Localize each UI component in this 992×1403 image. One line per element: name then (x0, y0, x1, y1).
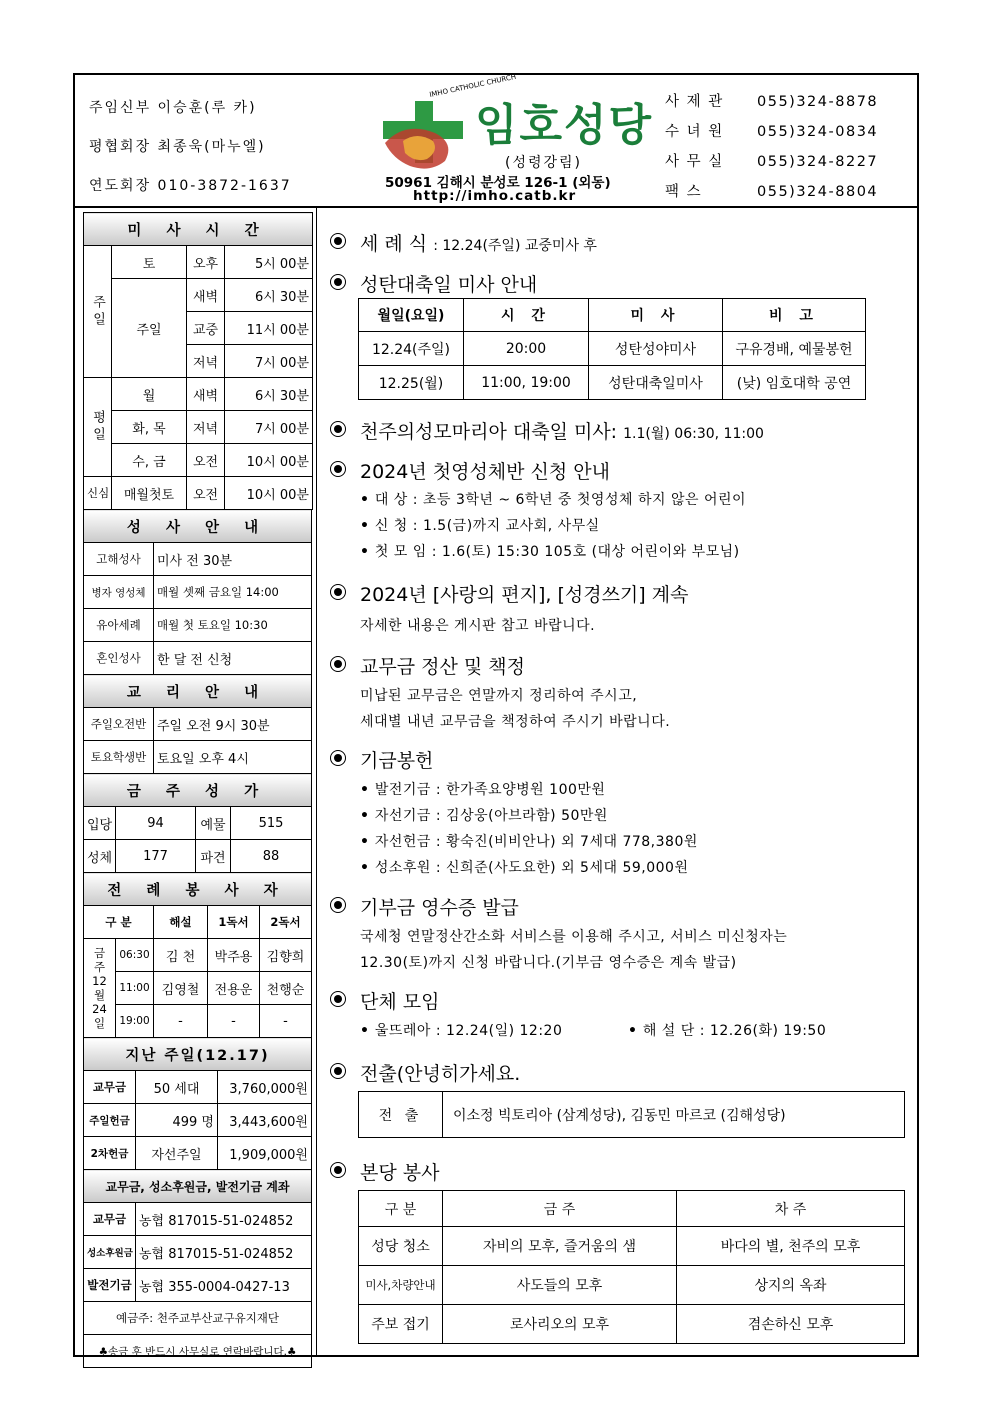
contact-row (665, 87, 915, 117)
service-table (358, 1190, 905, 1344)
service-head: 금 주 (443, 1191, 677, 1227)
letters-notice (330, 580, 688, 607)
service-cell: 겸손하신 모후 (677, 1305, 905, 1344)
christmas-cell: 12.24(주일) (359, 332, 464, 366)
notice-title: 2024년 첫영성체반 신청 안내 (360, 461, 611, 483)
communion-item: • 첫 모 임 : 1.6(토) 15:30 105호 (대상 어린이와 부모님) (360, 541, 740, 561)
mass-day: 매월첫토 (112, 477, 187, 510)
bullet-icon (330, 461, 346, 477)
christmas-notice (330, 270, 537, 297)
service-cell: 상지의 옥좌 (677, 1266, 905, 1305)
christmas-cell: 12.25(월) (359, 366, 464, 400)
bullet-icon (330, 233, 346, 249)
notice-title: 천주의성모마리아 대축일 미사: (360, 421, 618, 443)
notice-title: 기부금 영수증 발급 (360, 897, 519, 919)
server-reader2: - (260, 1005, 312, 1038)
account-number: 농협 355-0004-0427-13 (136, 1269, 312, 1302)
service-cell: 로사리오의 모후 (443, 1305, 677, 1344)
christmas-head: 미 사 (589, 299, 723, 332)
account-note: ♣송금 후 반드시 사무실로 연락바랍니다.♣ (84, 1335, 312, 1368)
bullet-icon (330, 274, 346, 290)
server-reader1: - (208, 1005, 260, 1038)
mass-day: 토 (112, 246, 187, 279)
contact-label: 사 무 실 (665, 154, 724, 170)
service-cell: 성당 청소 (359, 1227, 443, 1266)
officer-council: 평협회장 최종욱(마누엘) (89, 139, 266, 155)
bulletin-frame (73, 73, 919, 1357)
christmas-head: 월일(요일) (359, 299, 464, 332)
sacrament-value: 한 달 전 신청 (154, 642, 312, 675)
mass-time: 6시 30분 (225, 279, 313, 312)
sacrament-name: 병자 영성체 (84, 576, 154, 609)
servers-head: 1독서 (208, 906, 260, 939)
contact-row (665, 177, 915, 207)
notice-title: 전출(안녕히가세요. (360, 1063, 521, 1085)
mass-day: 수, 금 (112, 444, 187, 477)
last-week-title: 지난 주일(12.17) (84, 1038, 312, 1071)
header-officers (89, 93, 344, 210)
group-item: • 해 설 단 : 12.26(화) 19:50 (628, 1020, 826, 1040)
hymn-number: 515 (231, 807, 312, 840)
dues-line: 미납된 교무금은 연말까지 정리하여 주시고, (360, 688, 638, 704)
notice-title: 기금봉헌 (360, 750, 434, 772)
accounts-table (83, 1169, 312, 1368)
mass-part: 오전 (187, 477, 225, 510)
account-name: 교무금 (84, 1203, 136, 1236)
offering-count: 자선주일 (136, 1137, 218, 1170)
notice-text: : 12.24(주일) 교중미사 후 (433, 238, 597, 254)
account-name: 발전기금 (84, 1269, 136, 1302)
contact-phone: 055)324-0834 (757, 124, 879, 140)
notice-text: 1.1(월) 06:30, 11:00 (623, 426, 764, 442)
bullet-icon (330, 897, 346, 913)
donation-item: • 발전기금 : 한가족요양병원 100만원 (360, 779, 605, 799)
account-name: 성소후원금 (84, 1236, 136, 1269)
notice-title: 2024년 [사랑의 편지], [성경쓰기] 계속 (360, 584, 689, 606)
last-week-table (83, 1037, 312, 1170)
devotion-label: 신심 (84, 477, 112, 510)
mass-part: 저녁 (187, 345, 225, 378)
service-notice (330, 1158, 439, 1185)
christmas-head: 비 고 (723, 299, 866, 332)
christmas-cell: 20:00 (464, 332, 589, 366)
servers-table (83, 872, 312, 1038)
mass-times-table (83, 212, 313, 510)
service-cell: 주보 접기 (359, 1305, 443, 1344)
receipts-line: 12.30(토)까지 신청 바랍니다.(기부금 영수증은 계속 발급) (360, 955, 737, 971)
sacrament-value: 미사 전 30분 (154, 543, 312, 576)
contact-label: 사 제 관 (665, 94, 724, 110)
contact-phone: 055)324-8878 (757, 94, 879, 110)
cross-flame-icon (375, 72, 517, 176)
church-url[interactable]: http://imho.catb.kr (413, 188, 577, 204)
hymn-label: 성체 (84, 840, 116, 873)
contact-phone: 055)324-8227 (757, 154, 879, 170)
weekday-label: 평일 (84, 378, 112, 477)
hymn-label: 입당 (84, 807, 116, 840)
server-commentator: - (154, 1005, 208, 1038)
transfer-table (358, 1091, 905, 1138)
contact-label: 팩 스 (665, 184, 703, 200)
mass-time: 6시 30분 (225, 378, 313, 411)
service-cell: 바다의 별, 천주의 모후 (677, 1227, 905, 1266)
communion-item: • 신 청 : 1.5(금)까지 교사회, 사무실 (360, 515, 600, 535)
donation-item: • 자선헌금 : 황숙진(비비안나) 외 7세대 778,380원 (360, 831, 698, 851)
mass-time: 7시 00분 (225, 345, 313, 378)
hymns-title: 금 주 성 가 (84, 774, 312, 807)
christmas-cell: 구유경배, 예물봉헌 (723, 332, 866, 366)
left-column (83, 212, 312, 1368)
mary-notice (330, 417, 764, 444)
contact-label: 수 녀 원 (665, 124, 724, 140)
bullet-icon (330, 750, 346, 766)
sacrament-value: 매월 셋째 금요일 14:00 (154, 576, 312, 609)
communion-notice (330, 457, 610, 484)
mass-day: 주일 (112, 279, 187, 378)
offering-name: 교무금 (84, 1071, 136, 1104)
donations-notice (330, 746, 433, 773)
service-head: 구 분 (359, 1191, 443, 1227)
hymn-label: 예물 (196, 807, 231, 840)
hymn-number: 177 (116, 840, 196, 873)
mass-time: 10시 00분 (225, 477, 313, 510)
mass-part: 저녁 (187, 411, 225, 444)
mass-day: 화, 목 (112, 411, 187, 444)
mass-part: 교중 (187, 312, 225, 345)
service-cell: 미사,차량안내 (359, 1266, 443, 1305)
doctrine-value: 토요일 오후 4시 (154, 741, 312, 774)
officer-priest: 주임신부 이승훈(루 카) (89, 100, 257, 116)
servers-date: 금주 12월 24일 (84, 939, 116, 1038)
christmas-cell: 성탄성야미사 (589, 332, 723, 366)
transfer-label: 전 출 (359, 1092, 443, 1138)
server-time: 06:30 (116, 939, 154, 972)
christmas-cell: 성탄대축일미사 (589, 366, 723, 400)
church-en-text: IMHO CATHOLIC CHURCH (428, 72, 517, 99)
server-reader1: 전용운 (208, 972, 260, 1005)
server-reader2: 김향희 (260, 939, 312, 972)
sacraments-title: 성 사 안 내 (84, 510, 312, 543)
sacraments-table (83, 509, 312, 774)
doctrine-title: 교 리 안 내 (84, 675, 312, 708)
header-divider (75, 206, 917, 208)
dues-line: 세대별 내년 교무금을 책정하여 주시기 바랍니다. (360, 714, 671, 730)
bullet-icon (330, 1162, 346, 1178)
hymn-label: 파견 (196, 840, 231, 873)
christmas-cell: 11:00, 19:00 (464, 366, 589, 400)
service-cell: 자비의 모후, 즐거움의 샘 (443, 1227, 677, 1266)
church-name: 임호성당 (475, 100, 654, 151)
mass-day: 월 (112, 378, 187, 411)
server-reader1: 박주용 (208, 939, 260, 972)
christmas-table (358, 298, 866, 400)
sacrament-name: 혼인성사 (84, 642, 154, 675)
contact-phone: 055)324-8804 (757, 184, 879, 200)
bullet-icon (330, 991, 346, 1007)
letters-text: 자세한 내용은 게시판 참고 바랍니다. (360, 618, 596, 634)
group-item: • 울뜨레아 : 12.24(일) 12:20 (360, 1020, 562, 1040)
doctrine-value: 주일 오전 9시 30분 (154, 708, 312, 741)
sacrament-name: 유아세례 (84, 609, 154, 642)
servers-head: 2독서 (260, 906, 312, 939)
dues-notice (330, 652, 525, 679)
bullet-icon (330, 1063, 346, 1079)
server-reader2: 천행순 (260, 972, 312, 1005)
notice-title: 본당 봉사 (360, 1162, 440, 1184)
bullet-icon (330, 421, 346, 437)
mass-part: 오전 (187, 444, 225, 477)
servers-title: 전 례 봉 사 자 (84, 873, 312, 906)
mass-time: 7시 00분 (225, 411, 313, 444)
account-number: 농협 817015-51-024852 (136, 1236, 312, 1269)
notice-title: 성탄대축일 미사 안내 (360, 274, 538, 296)
mass-time: 10시 00분 (225, 444, 313, 477)
mass-times-title: 미 사 시 간 (84, 213, 313, 246)
server-commentator: 김 천 (154, 939, 208, 972)
mass-part: 오후 (187, 246, 225, 279)
christmas-head: 시 간 (464, 299, 589, 332)
sacrament-name: 고해성사 (84, 543, 154, 576)
server-time: 19:00 (116, 1005, 154, 1038)
doctrine-name: 토요학생반 (84, 741, 154, 774)
receipts-line: 국세청 연말정산간소화 서비스를 이용해 주시고, 서비스 미신청자는 (360, 929, 788, 945)
header-contacts (665, 87, 915, 207)
offering-amount: 3,760,000원 (218, 1071, 312, 1104)
server-commentator: 김영철 (154, 972, 208, 1005)
transfer-notice (330, 1059, 520, 1086)
accounts-title: 교무금, 성소후원금, 발전기금 계좌 (84, 1170, 312, 1203)
offering-count: 50 세대 (136, 1071, 218, 1104)
receipts-notice (330, 893, 519, 920)
mass-time: 5시 00분 (225, 246, 313, 279)
account-holder: 예금주: 천주교부산교구유지재단 (84, 1302, 312, 1335)
hymn-number: 94 (116, 807, 196, 840)
christmas-cell: (낮) 임호대학 공연 (723, 366, 866, 400)
server-time: 11:00 (116, 972, 154, 1005)
bullet-icon (330, 584, 346, 600)
service-head: 차 주 (677, 1191, 905, 1227)
church-address: 50961 김해시 분성로 126-1 (외동) (385, 175, 611, 191)
service-cell: 사도들의 모후 (443, 1266, 677, 1305)
mass-part: 새벽 (187, 279, 225, 312)
offering-amount: 1,909,000원 (218, 1137, 312, 1170)
mass-part: 새벽 (187, 378, 225, 411)
hymns-table (83, 773, 312, 873)
column-divider (316, 206, 317, 1355)
notice-title: 교무금 정산 및 책정 (360, 656, 525, 678)
offering-count: 499 명 (136, 1104, 218, 1137)
contact-row (665, 147, 915, 177)
offering-name: 2차헌금 (84, 1137, 136, 1170)
offering-name: 주일헌금 (84, 1104, 136, 1137)
officer-prayer: 연도회장 010-3872-1637 (89, 178, 292, 194)
church-logo (375, 72, 665, 204)
groups-notice (330, 987, 439, 1014)
notice-title: 단체 모임 (360, 991, 440, 1013)
donation-item: • 성소후원 : 신희준(사도요한) 외 5세대 59,000원 (360, 857, 688, 877)
sacrament-value: 매월 첫 토요일 10:30 (154, 609, 312, 642)
mass-time: 11시 00분 (225, 312, 313, 345)
notice-title: 세 례 식 (360, 233, 428, 255)
church-patron: (성령강림) (505, 155, 583, 171)
doctrine-name: 주일오전반 (84, 708, 154, 741)
servers-head: 구 분 (84, 906, 154, 939)
communion-item: • 대 상 : 초등 3학년 ~ 6학년 중 첫영성체 하지 않은 어린이 (360, 489, 746, 509)
servers-head: 해설 (154, 906, 208, 939)
contact-row (665, 117, 915, 147)
baptism-notice (330, 229, 597, 256)
offering-amount: 3,443,600원 (218, 1104, 312, 1137)
weekend-label: 주일 (84, 246, 112, 378)
transfer-value: 이소정 빅토리아 (삼계성당), 김동민 마르코 (김해성당) (443, 1092, 905, 1138)
bullet-icon (330, 656, 346, 672)
hymn-number: 88 (231, 840, 312, 873)
donation-item: • 자선기금 : 김상웅(아브라함) 50만원 (360, 805, 608, 825)
account-number: 농협 817015-51-024852 (136, 1203, 312, 1236)
